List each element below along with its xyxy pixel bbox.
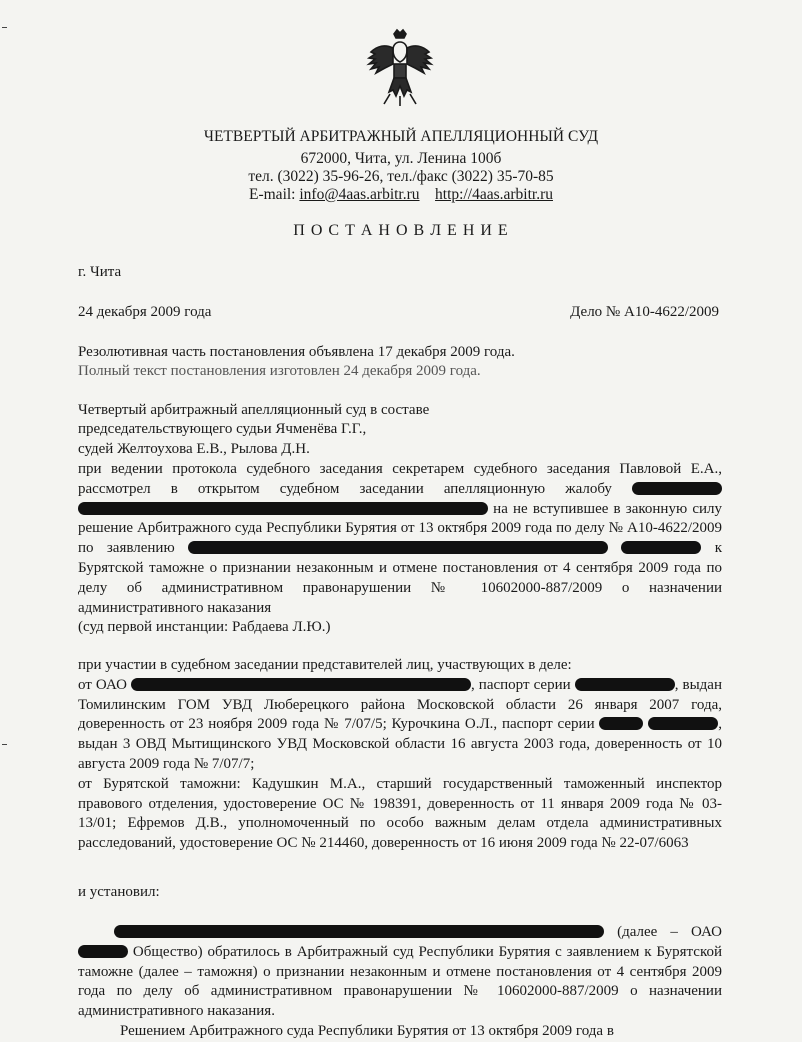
document-date: 24 декабря 2009 года: [78, 304, 212, 320]
customs-representatives: от Бурятской таможни: Кадушкин М.А., старший государственный таможенный инспектор правового отделения, удостоверение ОС № 198391, доверенность от 11 января 2009 года № 03-13/01; Ефремов Д.В., уполномоченный по особо важным делам отдела административных расследований, удостоверение ОС № 214460, доверенность от 16 июня 2009 года № 22-07/6063: [78, 775, 722, 852]
document-title: П О С Т А Н О В Л Е Н И Е: [293, 222, 509, 239]
participants-text-b: , паспорт серии: [470, 676, 571, 693]
redaction-bar: [575, 678, 675, 691]
scan-mark: [2, 27, 7, 28]
court-phones: тел. (3022) 35-96-26, тел./факс (3022) 35-70-85: [248, 168, 554, 185]
hearing-text-b: на не вступившее в законную силу решение Арбитражного суда Республики Бурятия от 13 октября 2009 года по делу № А10-4622/2009 по заявлению: [78, 500, 722, 557]
redaction-bar: [188, 541, 608, 554]
body-next-paragraph: Решением Арбитражного суда Республики Бурятия от 13 октября 2009 года в: [120, 1022, 614, 1039]
coat-of-arms-emblem-icon: [364, 28, 436, 112]
court-contacts: [0, 186, 802, 204]
participants-text-a: от ОАО: [78, 676, 127, 693]
redaction-bar: [131, 678, 471, 691]
participants-text-d: , выдан 3 ОВД Мытищинского УВД Московской области 16 августа 2003 года, доверенность от 10 августа 2009 года № 7/07/7;: [78, 716, 722, 772]
redaction-bar: [78, 945, 128, 958]
court-address: 672000, Чита, ул. Ленина 100б: [300, 150, 502, 167]
redaction-bar: [621, 541, 701, 554]
first-instance-note: (суд первой инстанции: Рабдаева Л.Ю.): [78, 619, 331, 636]
participants-text-c: , выдан Томилинским ГОМ УВД Люберецкого района Московской области 26 января 2007 года, доверенность от 23 ноября 2009 года № 7/07/5; Курочкина О.Л., паспорт серии: [78, 676, 722, 733]
redaction-bar: [632, 482, 722, 495]
established-paragraph: [78, 923, 722, 1042]
composition-line-1: Четвертый арбитражный апелляционный суд в составе: [78, 402, 430, 418]
email-label: E-mail:: [249, 186, 296, 203]
redaction-bar: [114, 925, 604, 938]
scan-mark: [2, 744, 7, 745]
participants-intro: при участии в судебном заседании представителей лиц, участвующих в деле:: [78, 657, 572, 673]
participants-paragraph: [78, 656, 722, 854]
composition-line-2: председательствующего судьи Ячменёва Г.Г.,: [78, 421, 367, 437]
email-link[interactable]: info@4aas.arbitr.ru: [299, 186, 420, 203]
court-name: ЧЕТВЕРТЫЙ АРБИТРАЖНЫЙ АПЕЛЛЯЦИОННЫЙ СУД: [203, 128, 599, 145]
composition-line-3: судей Желтоухова Е.В., Рылова Д.Н.: [78, 441, 310, 457]
resolution-announced: Резолютивная часть постановления объявлена 17 декабря 2009 года.: [78, 344, 515, 360]
hearing-text-a: при ведении протокола судебного заседания секретарем судебного заседания Павловой Е.А., рассмотрел в открытом судебном заседании апелляционную жалобу: [78, 461, 722, 497]
body-text-b: Общество) обратилось в Арбитражный суд Республики Бурятия с заявлением к Бурятской таможне (далее – таможня) о признании незаконным и отмене постановления от 4 сентября 2009 года по делу об административном правонарушении № 10602000-887/2009 о назначении административного наказания.: [78, 943, 723, 1020]
website-link[interactable]: http://4aas.arbitr.ru: [435, 186, 553, 203]
redaction-bar: [78, 502, 488, 515]
established-heading: и установил:: [78, 884, 160, 900]
hearing-paragraph: [78, 460, 722, 638]
redaction-bar: [648, 717, 718, 730]
body-text-a: (далее – ОАО: [617, 924, 722, 940]
redaction-bar: [599, 717, 643, 730]
hearing-text-c: к Бурятской таможне о признании незаконным и отмене постановления от 4 сентября 2009 года по делу об административном правонарушении № 10602000-887/2009 о назначении административного наказания: [78, 540, 723, 616]
full-text-made: Полный текст постановления изготовлен 24 декабря 2009 года.: [78, 363, 481, 379]
city: г. Чита: [78, 264, 122, 280]
case-number: Дело № А10-4622/2009: [570, 304, 719, 320]
